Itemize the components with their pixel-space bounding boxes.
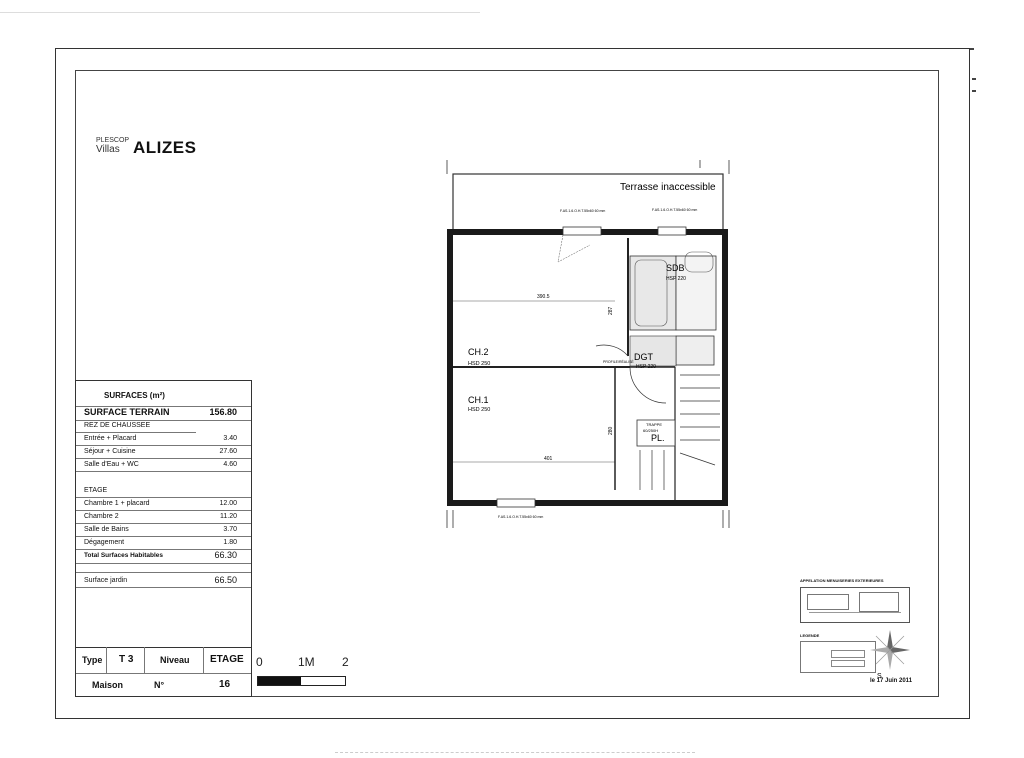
terrace-label: Terrasse inaccessible xyxy=(620,182,716,193)
door-ch1 xyxy=(630,367,666,403)
rdc-title-label: REZ DE CHAUSSEE xyxy=(84,422,151,429)
brand-small-text: PLESCOP xyxy=(96,137,130,144)
room-sdb-name: SDB xyxy=(666,263,685,273)
scale-bar xyxy=(257,676,346,686)
margin-mark-3 xyxy=(972,90,976,92)
room-sdb-hsp: HSP 220 xyxy=(666,276,686,282)
etage-row xyxy=(76,523,251,536)
etage-title xyxy=(76,484,251,497)
room-dgt-name: DGT xyxy=(634,352,653,362)
jardin-label: Surface jardin xyxy=(84,577,128,584)
room-dgt-hsp: HSP 220 xyxy=(636,364,656,370)
terrace-note-1: F.AS.1.6.O.H.T.55x60 60 mm xyxy=(560,209,606,213)
scan-artifact-top xyxy=(0,12,480,13)
window-bottom xyxy=(497,499,535,507)
rdc-title xyxy=(76,419,251,432)
etage-row-label: Chambre 2 xyxy=(84,513,119,520)
jardin-value: 66.50 xyxy=(214,575,237,585)
total-row xyxy=(76,549,251,562)
surface-terrain-value: 156.80 xyxy=(209,407,237,417)
etage-row-label: Salle de Bains xyxy=(84,526,129,533)
brand-villas-text: Villas xyxy=(96,144,120,155)
scale-two: 2 xyxy=(342,655,349,669)
total-label: Total Surfaces Habitables xyxy=(84,552,163,559)
etage-row-label: Chambre 1 + placard xyxy=(84,500,150,507)
no-label: N° xyxy=(154,680,165,690)
maison-label: Maison xyxy=(92,680,124,690)
dim-401: 401 xyxy=(544,456,553,462)
door-ch2 xyxy=(596,345,628,356)
surface-terrain-row xyxy=(76,406,251,420)
rdc-row-label: Entrée + Placard xyxy=(84,435,137,442)
brand-title: ALIZES xyxy=(133,138,197,157)
type-label: Type xyxy=(82,655,103,665)
surfaces-header xyxy=(76,389,251,402)
etage-row-label: Dégagement xyxy=(84,539,125,546)
room-ch1-name: CH.1 xyxy=(468,395,489,405)
surface-terrain-label: SURFACE TERRAIN xyxy=(84,407,170,417)
margin-mark-2 xyxy=(972,78,976,80)
total-value: 66.30 xyxy=(214,550,237,560)
window-swing xyxy=(558,235,590,262)
dim-287: 287 xyxy=(608,306,614,315)
jardin-row xyxy=(76,574,251,587)
room-ch2-name: CH.2 xyxy=(468,347,489,357)
window-sdb xyxy=(658,227,686,235)
floor-plan xyxy=(440,160,740,530)
scale-bar-fill xyxy=(258,677,301,685)
legend-menuiseries-box xyxy=(800,587,910,623)
no-value: 16 xyxy=(219,679,231,690)
bottom-note: F.AS.1.6.O.H.T.55x60 60 mm xyxy=(498,515,544,519)
room-ch2-hsd: HSD 250 xyxy=(468,361,491,367)
legend-key-box xyxy=(800,641,876,673)
rdc-row xyxy=(76,458,251,471)
trappe-size: 60/250H xyxy=(643,428,659,433)
surfaces-table xyxy=(75,380,252,697)
rdc-row-value: 27.60 xyxy=(219,448,237,455)
scale-one: 1M xyxy=(298,655,315,669)
etage-title-label: ETAGE xyxy=(84,487,108,494)
niveau-label: Niveau xyxy=(160,655,190,665)
placard-label: PL. xyxy=(651,433,665,443)
etage-row xyxy=(76,497,251,510)
type-value: T 3 xyxy=(119,654,134,665)
scan-artifact-bottom xyxy=(335,752,695,753)
terrace-note-2: F.AS.1.6.O.H.T.55x60 60 mm xyxy=(652,208,698,212)
trappe-label: TRAPPE xyxy=(646,422,663,427)
rdc-row-label: Séjour + Cuisine xyxy=(84,448,136,455)
margin-mark-1 xyxy=(970,48,974,50)
rdc-row-label: Salle d'Eau + WC xyxy=(84,461,139,468)
etage-row-value: 11.20 xyxy=(220,513,237,520)
date-stamp: le 17 Juin 2011 xyxy=(870,678,913,684)
legend-label: LEGENDE xyxy=(800,633,820,638)
etage-row xyxy=(76,536,251,549)
etage-row-value: 12.00 xyxy=(219,500,237,507)
compass-letter: S xyxy=(877,673,882,680)
etage-row-value: 3.70 xyxy=(223,526,237,533)
etage-row xyxy=(76,510,251,523)
niveau-value: ETAGE xyxy=(210,654,244,665)
rdc-row xyxy=(76,432,251,445)
rdc-row-value: 3.40 xyxy=(223,435,237,442)
rdc-row-value: 4.60 xyxy=(223,461,237,468)
rdc-row xyxy=(76,445,251,458)
scale-zero: 0 xyxy=(256,655,263,669)
plinth-label: PROFILE/RÉALISÉ xyxy=(603,360,634,364)
project-branding xyxy=(96,137,129,155)
legend-title: APPELATION MENUISERIES EXTERIEURES xyxy=(800,578,884,583)
surfaces-header-label: SURFACES (m²) xyxy=(104,391,165,400)
dim-390: 390.5 xyxy=(537,294,550,300)
room-ch1-hsd: HSD 250 xyxy=(468,407,491,413)
dim-280: 280 xyxy=(608,426,614,435)
window-top xyxy=(563,227,601,235)
compass-rose xyxy=(868,628,912,680)
etage-row-value: 1.80 xyxy=(223,539,237,546)
